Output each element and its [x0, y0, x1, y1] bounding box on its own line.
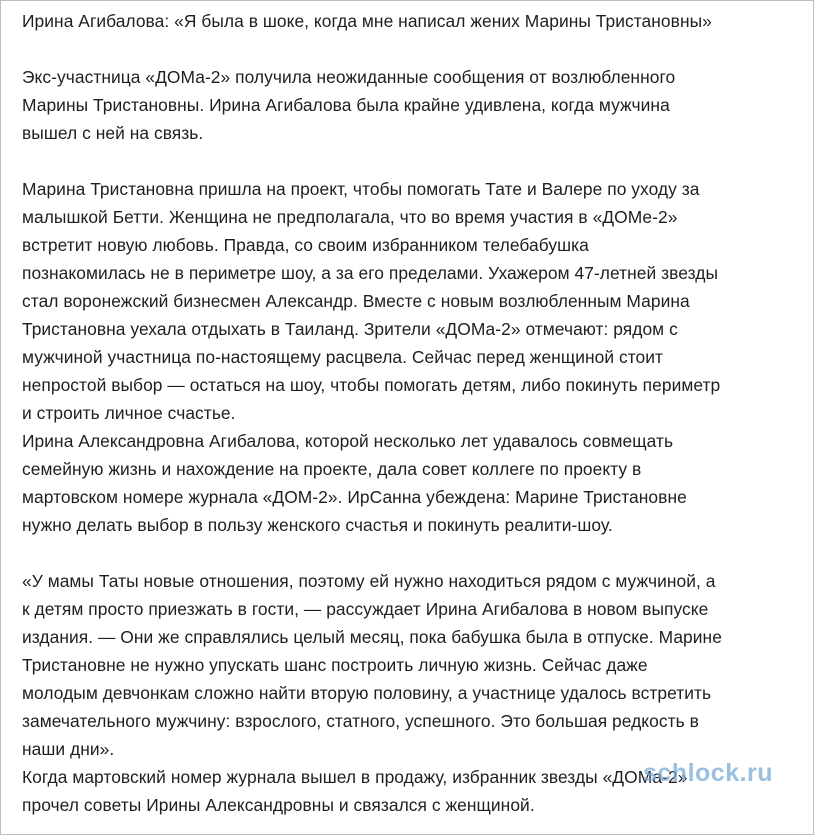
- article-body: [22, 7, 802, 819]
- article-paragraph-1: Марина Тристановна пришла на проект, чтобы помогать Тате и Валере по уходу за малышкой Бетти. Женщина не предполагала, что во время участия в «ДОМе-2» встретит новую любовь. Правда, со своим избранником телебабушка познакомилась не в периметре шоу, а за его пределами. Ухажером 47-летней звезды стал воронежский бизнесмен Александр. Вместе с новым возлюбленным Марина Тристановна уехала отдыхать в Таиланд. Зрители «ДОМа-2» отмечают: рядом с мужчиной участница по-настоящему расцвела. Сейчас перед женщиной стоит непростой выбор — остаться на шоу, чтобы помогать детям, либо покинуть периметр и строить личное счастье.: [22, 179, 721, 423]
- paragraph-spacer: [22, 35, 802, 63]
- article-title: Ирина Агибалова: «Я была в шоке, когда мне написал жених Марины Тристановны»: [22, 11, 712, 31]
- article-paragraph-3: Когда мартовский номер журнала вышел в продажу, избранник звезды «ДОМа-2» прочел советы Ирины Александровны и связался с женщиной.: [22, 767, 688, 815]
- article-paragraph-2: Ирина Александровна Агибалова, которой несколько лет удавалось совмещать семейную жизнь и нахождение на проекте, дала совет коллеге по проекту в мартовском номере журнала «ДОМ-2». ИрСанна убеждена: Марине Тристановне нужно делать выбор в пользу женского счастья и покинуть реалити-шоу.: [22, 431, 687, 535]
- paragraph-spacer: [22, 147, 802, 175]
- article-quote: «У мамы Таты новые отношения, поэтому ей нужно находиться рядом с мужчиной, а к детям просто приезжать в гости, — рассуждает Ирина Агибалова в новом выпуске издания. — Они же справлялись целый месяц, пока бабушка была в отпуске. Марине Тристановне не нужно упускать шанс построить личную жизнь. Сейчас даже молодым девчонкам сложно найти вторую половину, а участнице удалось встретить замечательного мужчину: взрослого, статного, успешного. Это большая редкость в наши дни».: [22, 571, 722, 759]
- paragraph-spacer: [22, 539, 802, 567]
- site-watermark: schlock.ru: [643, 759, 774, 787]
- article-lead: Экс-участница «ДОМа-2» получила неожиданные сообщения от возлюбленного Марины Тристановны. Ирина Агибалова была крайне удивлена, когда мужчина вышел с ней на связь.: [22, 67, 676, 143]
